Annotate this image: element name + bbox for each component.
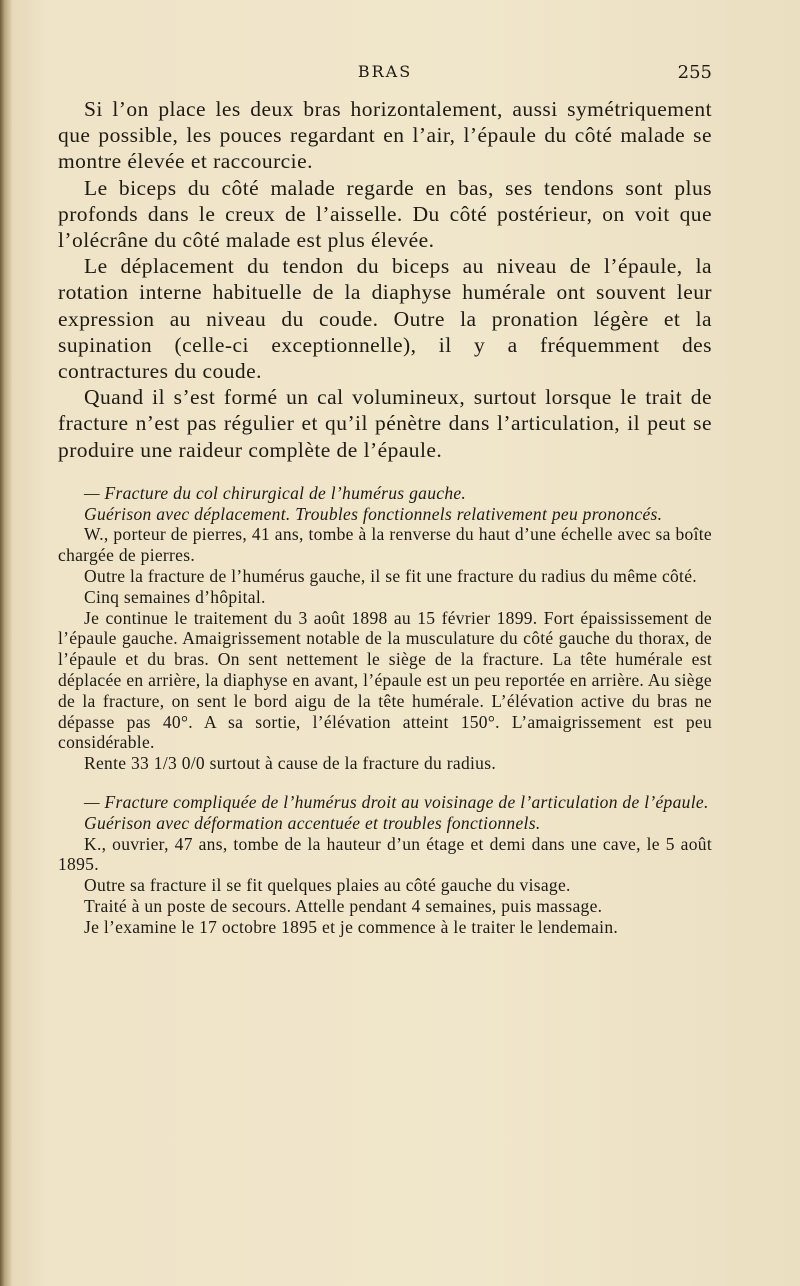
page-number: 255	[677, 62, 712, 83]
paragraph: Le déplacement du tendon du biceps au niveau de l’épaule, la rotation interne habituelle de la diaphyse humérale ont souvent leur expression au niveau du coude. Outre la pronation légère et la supination (celle-ci exceptionnelle), il y a fréquemment des contractures du coude.	[58, 254, 712, 384]
case-paragraph: Cinq semaines d’hôpital.	[84, 586, 266, 607]
case-title: — Fracture compliquée de l’humérus droit au voisinage de l’articulation de l’épaule.	[84, 792, 709, 812]
running-head: BRAS	[357, 62, 413, 81]
paragraph: Le biceps du côté malade regarde en bas, ses tendons sont plus profonds dans le creux de l’aisselle. Du côté postérieur, on voit que l’olécrâne du côté malade est plus élevée.	[58, 175, 712, 253]
case-subtitle: Guérison avec déformation accentuée et troubles fonctionnels.	[84, 812, 541, 833]
page-binding-edge	[0, 0, 12, 1286]
case-paragraph: W., porteur de pierres, 41 ans, tombe à la renverse du haut d’une échelle avec sa boîte chargée de pierres.	[58, 524, 712, 566]
page-header	[58, 62, 712, 88]
case-paragraph: K., ouvrier, 47 ans, tombe de la hauteur d’un étage et demi dans une cave, le 5 août 1895.	[58, 833, 712, 875]
main-text	[58, 96, 712, 463]
case-paragraph: Rente 33 1/3 0/0 surtout à cause de la fracture du radius.	[84, 753, 496, 774]
case-title: — Fracture du col chirurgical de l’humérus gauche.	[84, 482, 467, 503]
case-report-1	[58, 483, 712, 938]
case-paragraph: Outre sa fracture il se fit quelques plaies au côté gauche du visage.	[84, 875, 571, 896]
paragraph: Si l’on place les deux bras horizontalement, aussi symétriquement que possible, les pouces regardant en l’air, l’épaule du côté malade se montre élevée et raccourcie.	[58, 97, 712, 174]
case-paragraph: Outre la fracture de l’humérus gauche, il se fit une fracture du radius du même côté.	[84, 566, 697, 587]
case-paragraph: Je continue le traitement du 3 août 1898 au 15 février 1899. Fort épaississement de l’épaule gauche. Amaigrissement notable de la musculature du côté gauche du thorax, de l’épaule et du bras. On sent nettement le siège de la fracture. La tête humérale est déplacée en arrière, la diaphyse en avant, l’épaule est un peu reportée en arrière. Au siège de la fracture, on sent le bord aigu de la tête humérale. L’élévation active du bras ne dépasse pas 40°. A sa sortie, l’élévation atteint 150°. L’amaigrissement est peu considérable.	[58, 607, 712, 753]
case-subtitle: Guérison avec déplacement. Troubles fonctionnels relativement peu prononcés.	[84, 503, 663, 524]
case-paragraph: Traité à un poste de secours. Attelle pendant 4 semaines, puis massage.	[84, 895, 603, 916]
case-paragraph: Je l’examine le 17 octobre 1895 et je commence à le traiter le lendemain.	[84, 916, 619, 937]
page-text	[58, 96, 712, 938]
paragraph: Quand il s’est formé un cal volumineux, surtout lorsque le trait de fracture n’est pas régulier et qu’il pénètre dans l’articulation, il peut se produire une raideur complète de l’épaule.	[58, 385, 712, 462]
